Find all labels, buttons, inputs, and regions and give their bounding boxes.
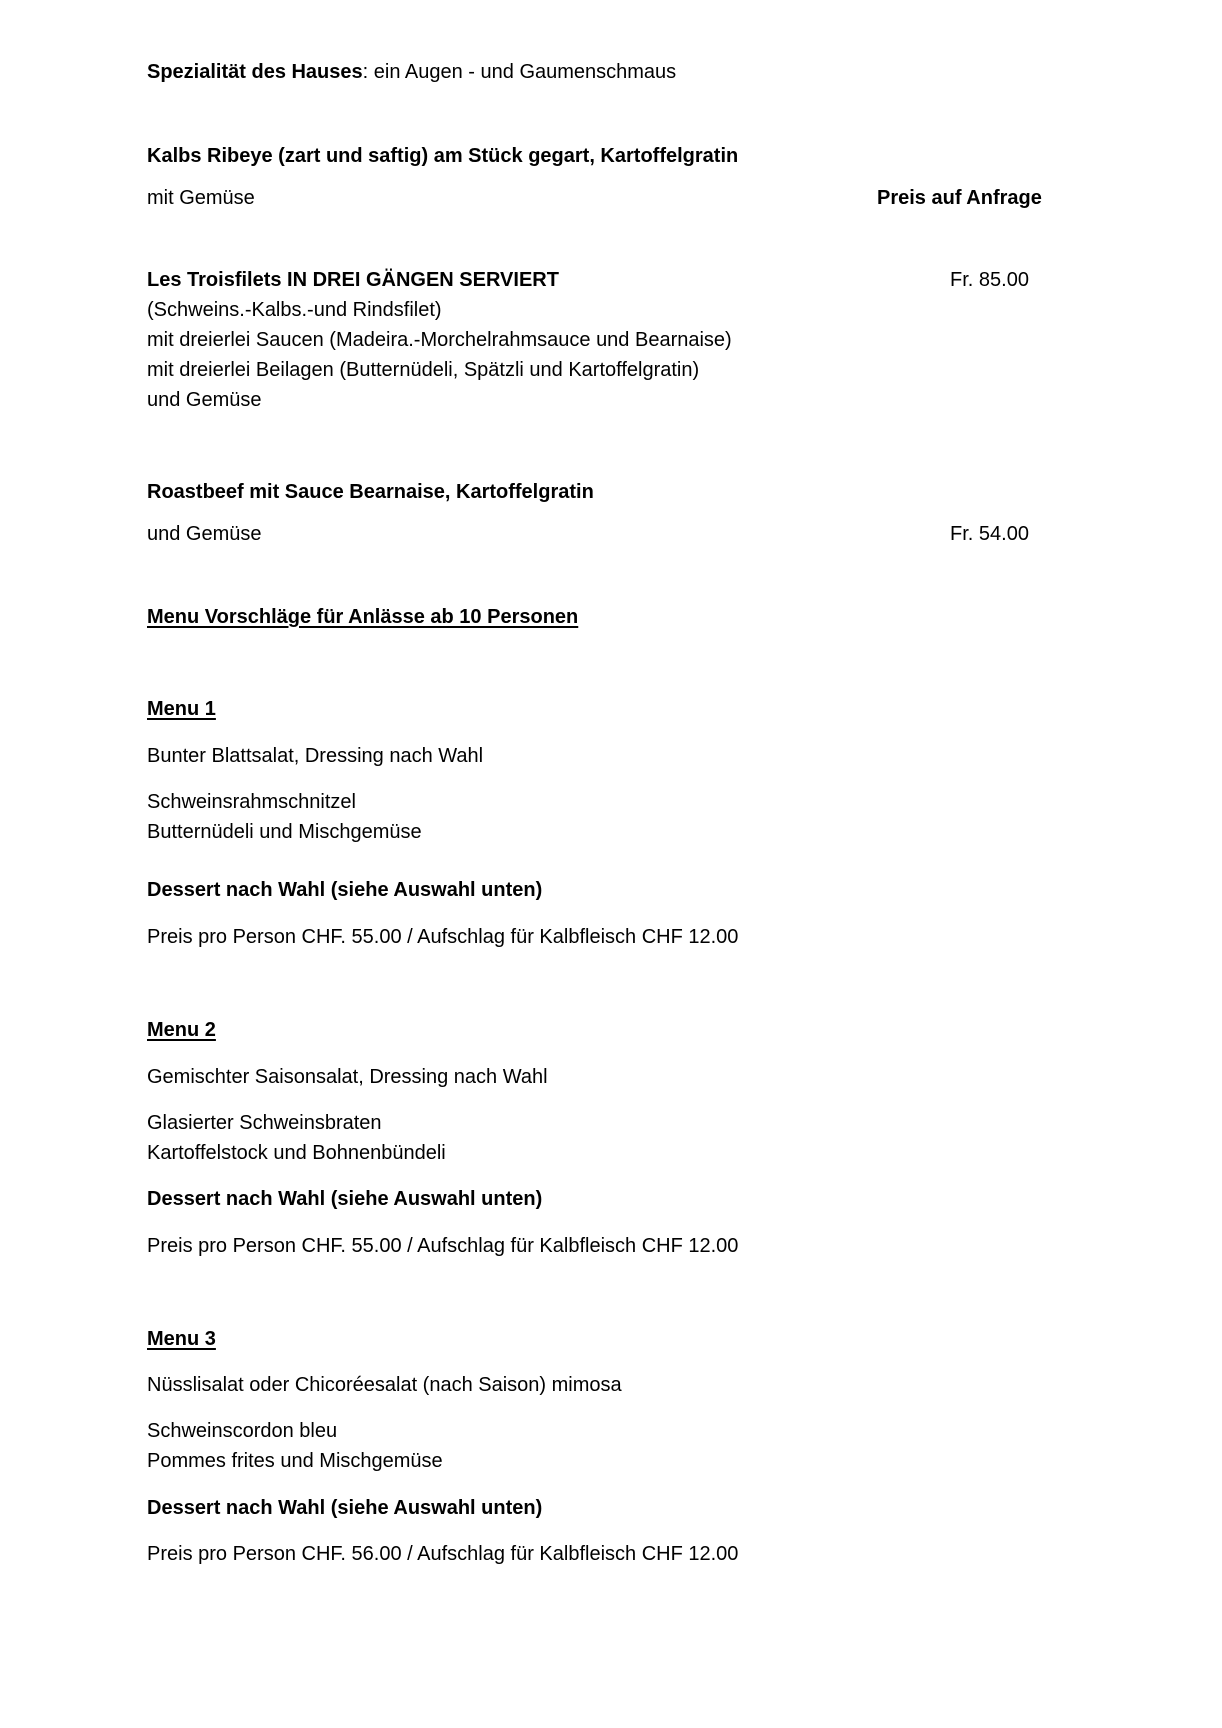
dish-name: Les Troisfilets IN DREI GÄNGEN SERVIERT — [147, 269, 559, 291]
menu-title: Menu 3 — [147, 1328, 216, 1350]
dish-description: mit dreierlei Saucen (Madeira.-Morchelrahmsauce und Bearnaise) — [147, 329, 732, 351]
menu-price: Preis pro Person CHF. 56.00 / Aufschlag für Kalbfleisch CHF 12.00 — [147, 1543, 739, 1565]
menu-main: Schweinsrahmschnitzel — [147, 791, 356, 813]
menu-dessert: Dessert nach Wahl (siehe Auswahl unten) — [147, 1497, 543, 1519]
menu-price: Preis pro Person CHF. 55.00 / Aufschlag für Kalbfleisch CHF 12.00 — [147, 1235, 739, 1257]
dish-price: Fr. 85.00 — [950, 269, 1029, 291]
menu-main: Glasierter Schweinsbraten — [147, 1112, 382, 1134]
dish-price: Preis auf Anfrage — [877, 187, 1042, 209]
menu-dessert: Dessert nach Wahl (siehe Auswahl unten) — [147, 879, 543, 901]
menu-main: Kartoffelstock und Bohnenbündeli — [147, 1142, 446, 1164]
menu-main: Butternüdeli und Mischgemüse — [147, 821, 422, 843]
menu-main: Pommes frites und Mischgemüse — [147, 1450, 443, 1472]
dish-description: (Schweins.-Kalbs.-und Rindsfilet) — [147, 299, 442, 321]
menu-starter: Nüsslisalat oder Chicoréesalat (nach Saison) mimosa — [147, 1374, 622, 1396]
dish-name: Kalbs Ribeye (zart und saftig) am Stück gegart, Kartoffelgratin — [147, 145, 739, 167]
menus-heading: Menu Vorschläge für Anlässe ab 10 Personen — [147, 606, 579, 628]
menu-dessert: Dessert nach Wahl (siehe Auswahl unten) — [147, 1188, 543, 1210]
dish-description: mit dreierlei Beilagen (Butternüdeli, Spätzli und Kartoffelgratin) — [147, 359, 700, 381]
dish-description: und Gemüse — [147, 389, 262, 411]
menu-starter: Bunter Blattsalat, Dressing nach Wahl — [147, 745, 484, 767]
dish-description: mit Gemüse — [147, 187, 255, 209]
dish-description: und Gemüse — [147, 523, 262, 545]
menu-title: Menu 1 — [147, 698, 216, 720]
menu-title: Menu 2 — [147, 1019, 216, 1041]
menu-price: Preis pro Person CHF. 55.00 / Aufschlag für Kalbfleisch CHF 12.00 — [147, 926, 739, 948]
dish-name: Roastbeef mit Sauce Bearnaise, Kartoffelgratin — [147, 481, 594, 503]
dish-price: Fr. 54.00 — [950, 523, 1029, 545]
menu-starter: Gemischter Saisonsalat, Dressing nach Wahl — [147, 1066, 548, 1088]
menu-main: Schweinscordon bleu — [147, 1420, 338, 1442]
page-title — [147, 57, 676, 87]
page-title-bold: Spezialität des Hauses — [147, 61, 363, 83]
page-title-rest: : ein Augen - und Gaumenschmaus — [362, 61, 677, 83]
